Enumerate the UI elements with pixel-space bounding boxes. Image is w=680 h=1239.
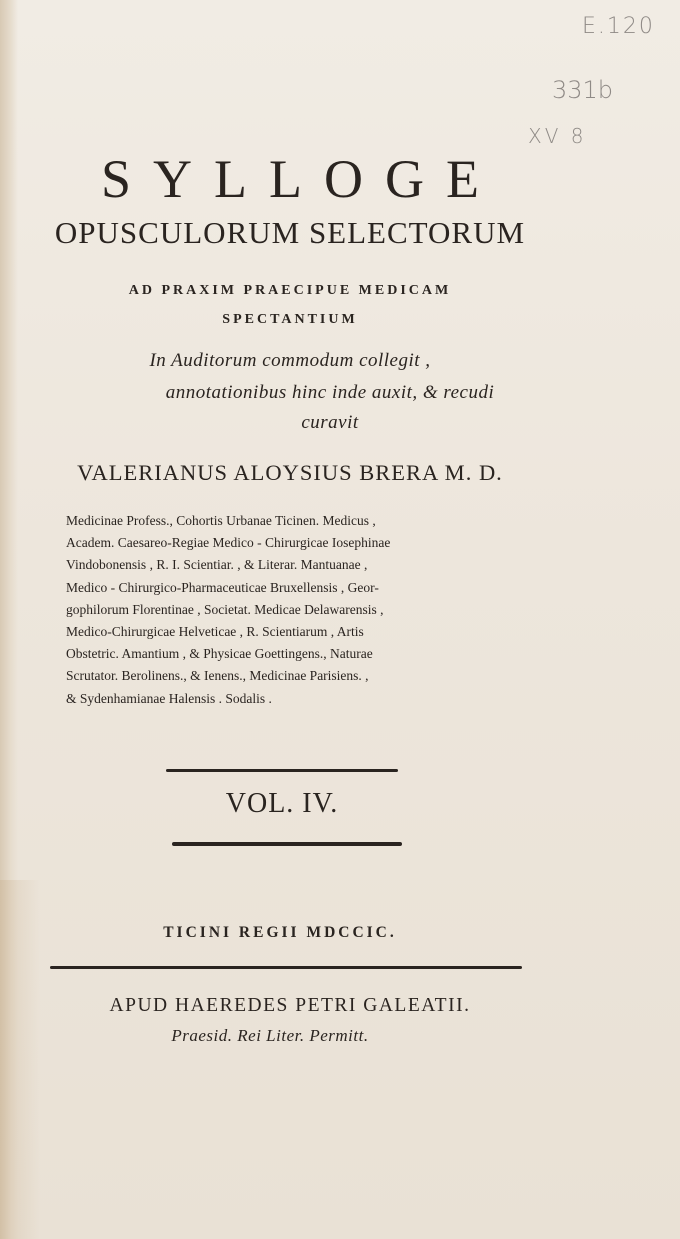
credential-line: Scrutator. Berolinens., & Ienens., Medicinae Parisiens. , bbox=[66, 668, 369, 684]
subtitle-line-2: SPECTANTIUM bbox=[222, 312, 358, 327]
divider-rule-imprint bbox=[50, 966, 522, 969]
pencil-note-number: 331b bbox=[552, 76, 614, 104]
pencil-note-shelfmark: E.120 bbox=[582, 14, 655, 39]
book-title: SYLLOGE bbox=[101, 149, 501, 209]
italic-line-1: In Auditorum commodum collegit , bbox=[149, 350, 431, 371]
credential-line: gophilorum Florentinae , Societat. Medicae Delawarensis , bbox=[66, 601, 384, 617]
credential-line: Vindobonensis , R. I. Scientiar. , & Literar. Mantuanae , bbox=[66, 557, 368, 573]
author-name: VALERIANUS ALOYSIUS BRERA M. D. bbox=[77, 460, 503, 485]
credential-line: Obstetric. Amantium , & Physicae Goettingens., Naturae bbox=[66, 646, 373, 662]
book-subtitle: OPUSCULORUM SELECTORUM bbox=[54, 215, 526, 250]
divider-rule-bottom bbox=[172, 842, 402, 846]
imprint-publisher: APUD HAEREDES PETRI GALEATII. bbox=[109, 995, 471, 1016]
imprint-place-date: TICINI REGII MDCCIC. bbox=[163, 924, 397, 941]
divider-rule-top bbox=[166, 769, 398, 772]
volume-label: VOL. IV. bbox=[225, 788, 339, 819]
imprint-permission: Praesid. Rei Liter. Permitt. bbox=[171, 1026, 369, 1045]
italic-line-3: curavit bbox=[301, 412, 359, 433]
credential-line: Medicinae Profess., Cohortis Urbanae Ticinen. Medicus , bbox=[66, 513, 376, 528]
italic-line-2: annotationibus hinc inde auxit, & recudi bbox=[165, 382, 495, 403]
credential-line: Medico - Chirurgico-Pharmaceuticae Bruxellensis , Geor- bbox=[66, 579, 379, 595]
author-credentials bbox=[66, 510, 502, 710]
credential-line: Medico-Chirurgicae Helveticae , R. Scientiarum , Artis bbox=[66, 624, 364, 640]
pencil-note-volume: XV 8 bbox=[528, 124, 587, 148]
subtitle-line-1: AD PRAXIM PRAECIPUE MEDICAM bbox=[128, 283, 452, 298]
paper-stain bbox=[0, 880, 40, 1239]
credential-line: & Sydenhamianae Halensis . Sodalis . bbox=[66, 690, 272, 706]
credential-line: Academ. Caesareo-Regiae Medico - Chirurgicae Iosephinae bbox=[66, 535, 391, 551]
